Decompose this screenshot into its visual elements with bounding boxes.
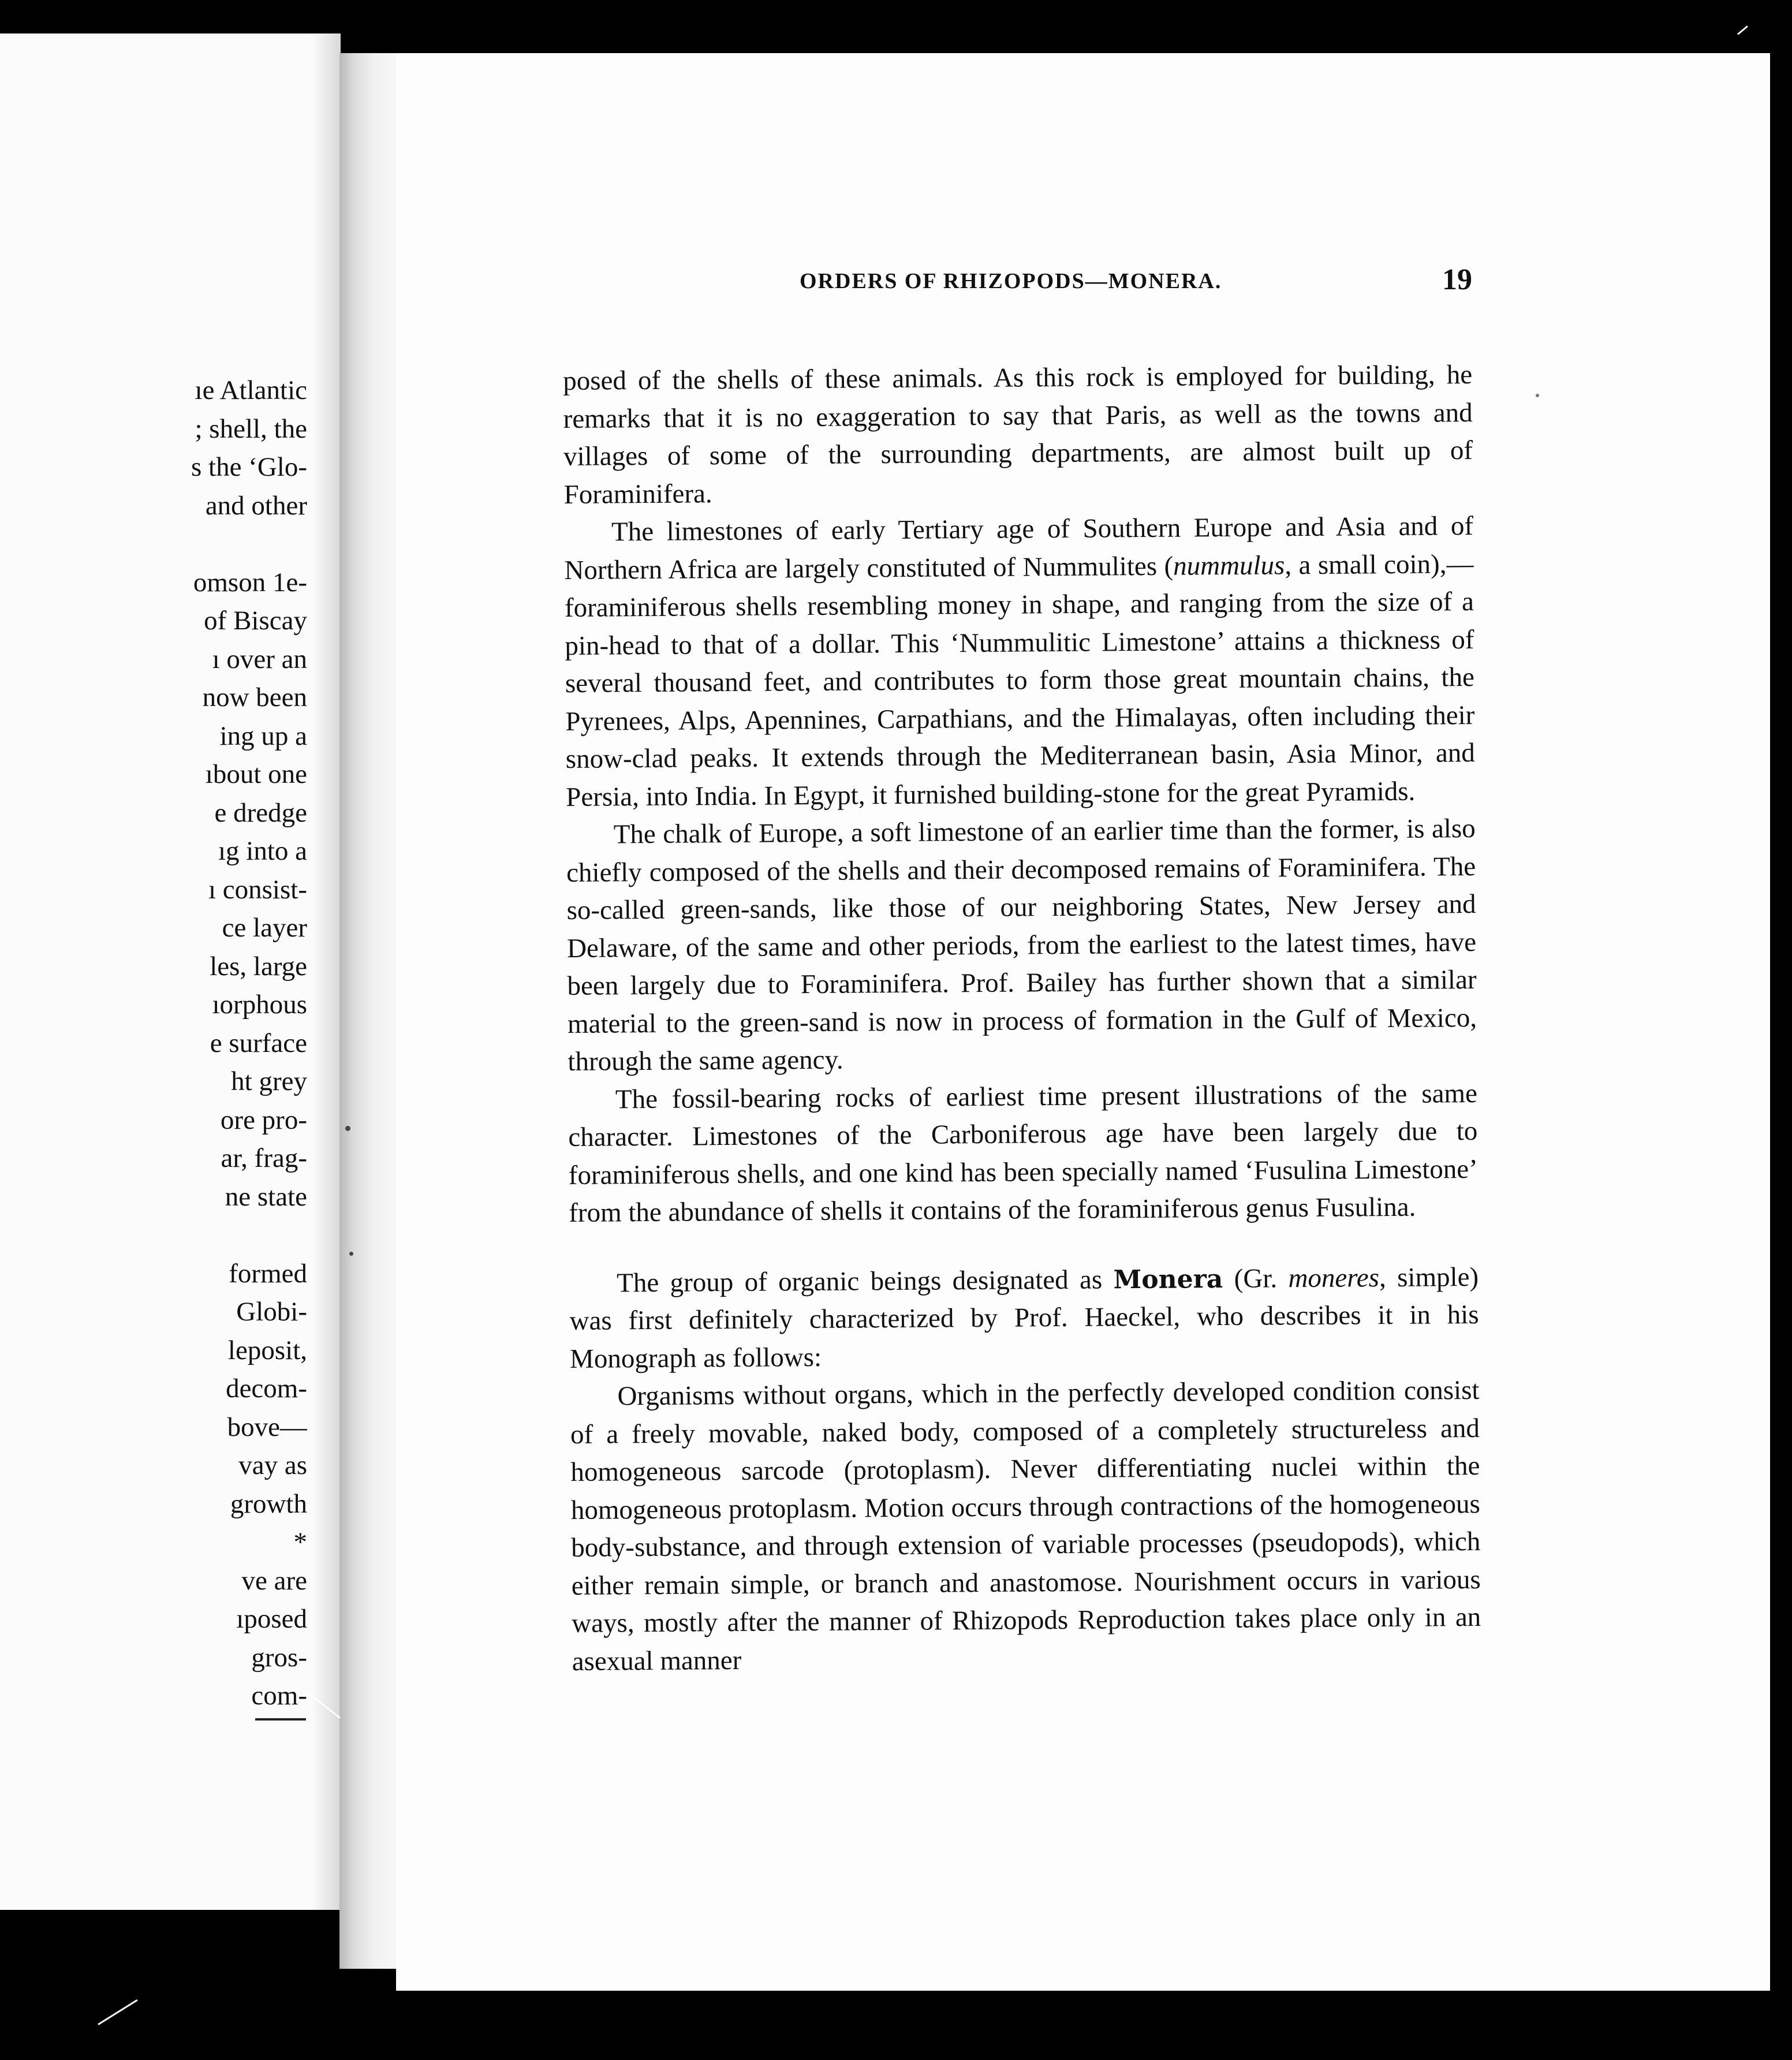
- text-run: The limestones of early Tertiary age of Southern Europe and Asia and of Northern Africa are largely constituted of Nummulites (: [564, 510, 1474, 585]
- text-run: , simple) was first definitely characterized by Prof. Haeckel, who describes it in his Monograph as follows:: [569, 1262, 1479, 1374]
- left-page-line: vay as: [238, 1450, 307, 1480]
- scan-speck: [345, 1126, 350, 1131]
- text-run: , a small coin),—foraminiferous shells resembling money in shape, and ranging from the size of a pin-head to that of a dollar. This ‘Nummulitic Limestone’ attains a thickness of several thousand feet, and contributes to form those great mountain chains, the Pyrenees, Alps, Apennines, Carpathians, and the Himalayas, often including their snow-clad peaks. It extends through the Mediterranean basin, Asia Minor, and Persia, into India. In Egypt, it furnished building-stone for the great Pyramids.: [564, 548, 1475, 812]
- left-page-line: leposit,: [227, 1335, 307, 1365]
- paragraph-monera-definition: [569, 1258, 1479, 1378]
- left-page: [0, 33, 341, 1910]
- left-page-line: ne state: [225, 1181, 307, 1212]
- left-page-line: ıbout one: [205, 759, 307, 789]
- left-page-line: ıposed: [236, 1604, 307, 1634]
- paragraph-paris-foraminifera: posed of the shells of these animals. As this rock is employed for building, he remarks that it is no exaggeration to say that Paris, as well as the towns and villages of some of the surrounding departments, are almost built up of Foraminifera.: [563, 360, 1473, 510]
- page-curl-shadow: [312, 33, 341, 1910]
- left-page-text-fragments: [0, 371, 307, 1715]
- left-page-line: ıe Atlantic: [195, 375, 307, 405]
- left-page-line: ar, frag-: [221, 1143, 307, 1173]
- left-page-line: formed: [229, 1258, 307, 1289]
- monera-term: Monera: [1113, 1264, 1223, 1294]
- scan-scratch: [1737, 25, 1748, 35]
- left-page-line: gros-: [251, 1642, 307, 1673]
- left-page-line: and other: [205, 490, 307, 521]
- left-page-line: les, large: [210, 951, 307, 982]
- left-page-line: ı over an: [212, 644, 307, 674]
- text-run: (Gr.: [1223, 1263, 1289, 1294]
- left-page-line: ıg into a: [218, 836, 307, 866]
- left-page-line: ht grey: [231, 1066, 307, 1096]
- scan-speck: [1536, 394, 1539, 397]
- paragraph-nummulites: [564, 507, 1476, 816]
- running-title: ORDERS OF RHIZOPODS—MONERA.: [800, 269, 1222, 293]
- left-page-line: com-: [251, 1681, 307, 1711]
- text-run: The group of organic beings designated as: [616, 1264, 1114, 1298]
- left-page-line: decom-: [226, 1374, 307, 1404]
- left-page-line: ore pro-: [220, 1104, 307, 1135]
- left-page-line: now been: [202, 682, 307, 712]
- left-page-line: omson 1e-: [193, 567, 307, 598]
- left-page-line: of Biscay: [204, 606, 307, 636]
- book-gutter: [339, 53, 397, 1969]
- scan-speck: [349, 1252, 353, 1256]
- italic-term: moneres: [1288, 1262, 1380, 1293]
- left-page-line: growth: [230, 1488, 307, 1519]
- running-header: [401, 263, 1472, 309]
- paragraph-chalk: The chalk of Europe, a soft limestone of an earlier time than the former, is also chiefly composed of the shells and their decomposed remains of Foraminifera. The so-called green-sands, like those of our neighboring States, New Jersey and Delaware, of the same and other periods, from the earliest to the latest times, have been largely due to Foraminifera. Prof. Bailey has further shown that a similar material to the green-sand is now in process of formation in the Gulf of Mexico, through the same agency.: [566, 813, 1477, 1077]
- left-page-line: s the ‘Glo-: [191, 452, 307, 482]
- left-page-line: *: [293, 1527, 307, 1557]
- left-page-line: ıorphous: [212, 990, 307, 1020]
- page-number: 19: [1442, 263, 1472, 296]
- left-page-line: e dredge: [214, 797, 307, 828]
- footnote-rule: [255, 1718, 306, 1721]
- left-page-line: ce layer: [222, 913, 307, 943]
- left-page-line: ı consist-: [208, 874, 307, 905]
- italic-term: nummulus: [1173, 550, 1285, 581]
- paragraph-fossil-rocks: The fossil-bearing rocks of earliest time present illustrations of the same character. Limestones of the Carboniferous age have been largely due to foraminiferous shells, and one kind has been specially named ‘Fusulina Limestone’ from the abundance of shells it contains of the foraminiferous genus Fusulina.: [568, 1078, 1478, 1228]
- left-page-blank-line: [0, 1216, 307, 1255]
- body-text: [563, 356, 1481, 1681]
- left-page-line: ve are: [241, 1565, 307, 1596]
- left-page-line: Globi-: [236, 1297, 307, 1327]
- left-page-line: ; shell, the: [195, 413, 307, 444]
- left-page-line: e surface: [210, 1028, 307, 1058]
- left-page-line: ing up a: [219, 721, 307, 751]
- left-page-line: bove—: [227, 1412, 307, 1442]
- scan-scratch: [98, 1999, 137, 2025]
- left-page-blank-line: [0, 525, 307, 563]
- paragraph-haeckel-quote: Organisms without organs, which in the perfectly developed condition consist of a freely movable, naked body, composed of a completely structureless and homogeneous sarcode (protoplasm). Never differentiating nuclei within the homogeneous protoplasm. Motion occurs through contractions of the homogeneous body-substance, and through extension of variable processes (pseudopods), which either remain simple, or branch and anastomose. Nourishment occurs in various ways, mostly after the manner of Rhizopods Reproduction takes place only in an asexual manner: [570, 1375, 1481, 1677]
